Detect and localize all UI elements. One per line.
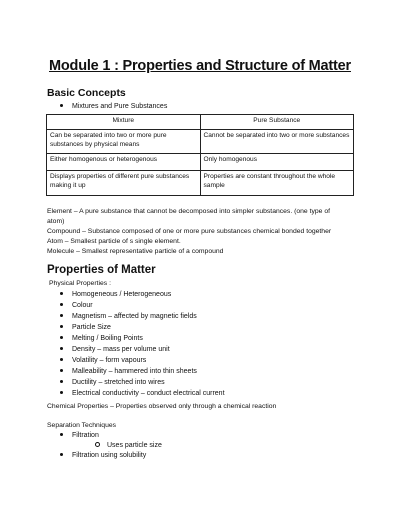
list-item bbox=[60, 356, 146, 366]
physical-properties-label: Physical Properties : bbox=[49, 280, 111, 287]
list-item bbox=[60, 451, 146, 461]
table-cell: Either homogenous or heterogenous bbox=[47, 154, 201, 171]
table-cell: Properties are constant throughout the whole sample bbox=[200, 171, 354, 196]
hollow-bullet-icon bbox=[95, 442, 100, 447]
table-cell: Only homogenous bbox=[200, 154, 354, 171]
list-item-text: Particle Size bbox=[72, 324, 111, 331]
list-item-text: Homogeneous / Heterogeneous bbox=[72, 291, 172, 298]
bullet-icon bbox=[60, 104, 63, 107]
list-item bbox=[60, 389, 225, 399]
list-item bbox=[60, 301, 93, 311]
column-header-mixture: Mixture bbox=[47, 115, 201, 130]
page-title: Module 1 : Properties and Structure of Matter bbox=[49, 58, 351, 74]
definition-element: Element – A pure substance that cannot be decomposed into simpler substances. (one type of bbox=[47, 208, 330, 215]
column-header-pure-substance: Pure Substance bbox=[200, 115, 354, 130]
list-item-text: Uses particle size bbox=[107, 442, 162, 449]
bullet-icon bbox=[60, 358, 63, 361]
list-item-text: Malleability – hammered into thin sheets bbox=[72, 368, 197, 375]
list-item-text: Electrical conductivity – conduct electrical current bbox=[72, 390, 225, 397]
list-item bbox=[60, 290, 171, 300]
bullet-icon bbox=[60, 433, 63, 436]
list-item bbox=[60, 378, 165, 388]
table-cell: Can be separated into two or more pure substances by physical means bbox=[47, 130, 201, 154]
list-item bbox=[60, 367, 197, 377]
comparison-table bbox=[46, 114, 354, 196]
list-item-text: Filtration using solubility bbox=[72, 452, 147, 459]
table-cell: Displays properties of different pure substances making it up bbox=[47, 171, 201, 196]
definition-atom: Atom – Smallest particle of s single element. bbox=[47, 238, 181, 245]
bullet-icon bbox=[60, 453, 63, 456]
bullet-icon bbox=[60, 292, 63, 295]
list-item-text: Mixtures and Pure Substances bbox=[72, 103, 168, 110]
sub-list-item bbox=[95, 441, 162, 451]
bullet-icon bbox=[60, 325, 63, 328]
chemical-properties-text: Chemical Properties – Properties observed only through a chemical reaction bbox=[47, 403, 277, 410]
bullet-icon bbox=[60, 314, 63, 317]
bullet-icon bbox=[60, 380, 63, 383]
definition-compound: Compound – Substance composed of one or more pure substances chemical bonded together bbox=[47, 228, 332, 235]
list-item-text: Magnetism – affected by magnetic fields bbox=[72, 313, 197, 320]
section-heading-properties-of-matter: Properties of Matter bbox=[47, 264, 156, 276]
table-row bbox=[47, 130, 354, 154]
list-item-text: Filtration bbox=[72, 432, 99, 439]
bullet-icon bbox=[60, 303, 63, 306]
definition-molecule: Molecule – Smallest representative particle of a compound bbox=[47, 248, 224, 255]
table-row bbox=[47, 154, 354, 171]
table-cell: Cannot be separated into two or more substances bbox=[200, 130, 354, 154]
list-item-text: Volatility – form vapours bbox=[72, 357, 147, 364]
list-item-text: Density – mass per volume unit bbox=[72, 346, 170, 353]
list-item-text: Ductility – stretched into wires bbox=[72, 379, 165, 386]
list-item bbox=[60, 312, 197, 322]
list-item bbox=[60, 431, 99, 441]
bullet-icon bbox=[60, 336, 63, 339]
list-item bbox=[60, 102, 167, 112]
list-item-text: Melting / Boiling Points bbox=[72, 335, 143, 342]
section-heading-basic-concepts: Basic Concepts bbox=[47, 87, 126, 99]
list-item bbox=[60, 323, 111, 333]
table-row bbox=[47, 171, 354, 196]
bullet-icon bbox=[60, 347, 63, 350]
list-item-text: Colour bbox=[72, 302, 93, 309]
list-item bbox=[60, 345, 170, 355]
table-header-row bbox=[47, 115, 354, 130]
list-item bbox=[60, 334, 143, 344]
bullet-icon bbox=[60, 391, 63, 394]
definition-element-continued: atom) bbox=[47, 218, 65, 225]
bullet-icon bbox=[60, 369, 63, 372]
separation-techniques-label: Separation Techniques bbox=[47, 422, 117, 429]
